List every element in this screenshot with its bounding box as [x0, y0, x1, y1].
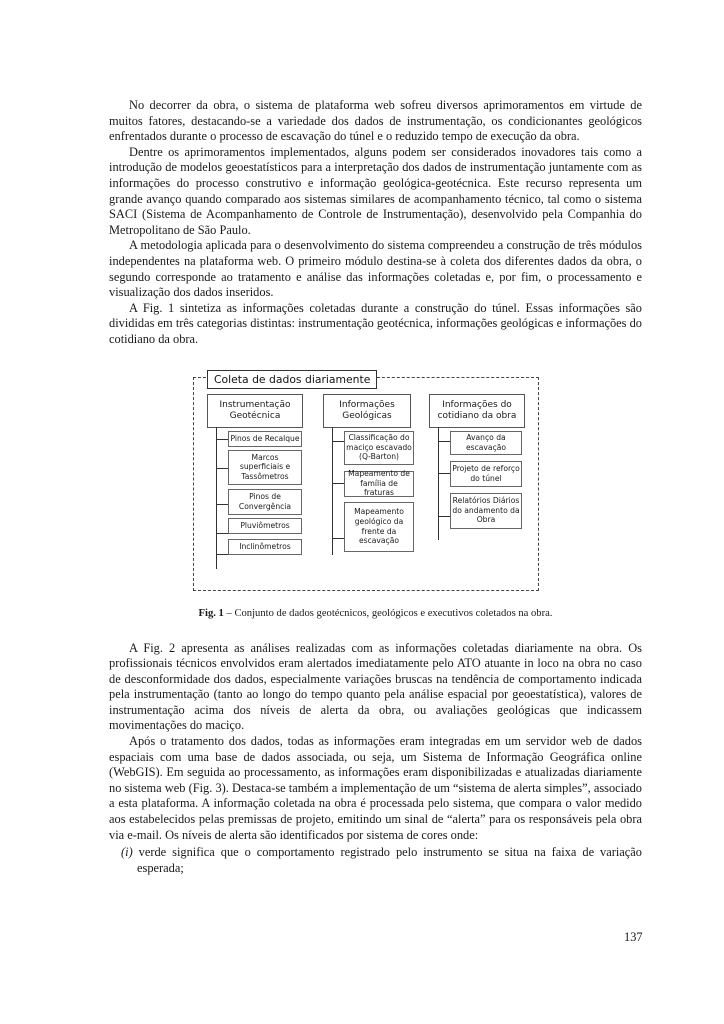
paragraph-5: A Fig. 2 apresenta as análises realizadas com as informações coletadas diariamente na obra. Os profissionais técnicos envolvidos eram alertados imediatamente pelo ATO atuante in loco na obra no caso de desconformidade dos dados, especialmente variações bruscas na tendência de comportamento indicada pela instrumentação (tanto ao longo do tempo quanto pela análise espacial por geoestatística), valores de instrumentação acima dos níveis de alerta da obra, ou avaliações geológicas que indicassem movimentações do maciço.: [109, 640, 642, 733]
item-box: Pluviômetros: [228, 518, 302, 534]
spacer: [109, 619, 642, 641]
connector-line: [216, 554, 228, 555]
list-text: verde significa que o comportamento registrado pelo instrumento se situa na faixa de variação esperada;: [137, 845, 642, 875]
connector-line: [216, 533, 228, 534]
connector-line: [216, 427, 217, 569]
page-body: [109, 98, 642, 876]
caption-label: Fig. 1: [198, 607, 224, 619]
item-box: Inclinômetros: [228, 539, 302, 555]
paragraph-4: A Fig. 1 sintetiza as informações coletadas durante a construção do túnel. Essas informações são divididas em três categorias distintas: instrumentação geotécnica, informações geológicas e informações do cotidiano da obra.: [109, 300, 642, 346]
figure-caption: [109, 608, 642, 619]
connector-line: [216, 504, 228, 505]
column-head: Instrumentação Geotécnica: [207, 394, 303, 428]
item-box: Projeto de reforço do túnel: [450, 461, 522, 487]
connector-line: [216, 468, 228, 469]
figure-title: Coleta de dados diariamente: [207, 370, 377, 389]
caption-text: – Conjunto de dados geotécnicos, geológicos e executivos coletados na obra.: [223, 607, 553, 619]
connector-line: [438, 441, 450, 442]
paragraph-3: A metodologia aplicada para o desenvolvimento do sistema compreendeu a construção de três módulos independentes na plataforma web. O primeiro módulo destina-se à coleta dos diferentes dados da obra, o segundo corresponde ao tratamento e análise das informações coletadas e, por fim, o processamento e visualização dos dados inseridos.: [109, 238, 642, 300]
connector-line: [332, 427, 333, 555]
connector-line: [438, 427, 439, 540]
item-box: Pinos de Convergência: [228, 489, 302, 515]
paragraph-2: Dentre os aprimoramentos implementados, alguns podem ser considerados inovadores tais como a introdução de modelos geoestatísticos para a interpretação dos dados de instrumentação juntamente com as informações do processo construtivo e informação geológica-geotécnica. Este recurso representa um grande avanço quando comparado aos sistemas similares de acompanhamento técnico, tal como o sistema SACI (Sistema de Acompanhamento de Controle de Instrumentação), desenvolvido pela Companhia do Metropolitano de São Paulo.: [109, 144, 642, 237]
connector-line: [438, 473, 450, 474]
figure-1: [193, 370, 543, 602]
connector-line: [332, 538, 344, 539]
paragraph-6: Após o tratamento dos dados, todas as informações eram integradas em um servidor web de dados espaciais com uma base de dados associada, ou seja, um Sistema de Informação Geográfica online (WebGIS). Em seguida ao processamento, as informações eram disponibilizadas e atualizadas diariamente no sistema web (Fig. 3). Destaca-se também a implementação de um “sistema de alerta simples”, associado a esta plataforma. A informação coletada na obra é processada pelo sistema, que compara o valor medido aos estabelecidos pelas premissas de projeto, emitindo um sinal de “alerta” para os responsáveis pela obra via e-mail. Os níveis de alerta são identificados por sistema de cores onde:: [109, 734, 642, 842]
item-box: Pinos de Recalque: [228, 431, 302, 447]
page-number: 137: [624, 930, 643, 944]
item-box: Mapeamento de família de fraturas: [344, 471, 414, 497]
item-box: Mapeamento geológico da frente da escavação: [344, 502, 414, 552]
column-head: Informações Geológicas: [323, 394, 411, 428]
item-box: Classificação do maciço escavado (Q-Barton): [344, 431, 414, 465]
connector-line: [332, 483, 344, 484]
item-box: Avanço da escavação: [450, 431, 522, 455]
column-head: Informações do cotidiano da obra: [429, 394, 525, 428]
paragraph-1: No decorrer da obra, o sistema de plataforma web sofreu diversos aprimoramentos em virtude de muitos fatores, destacando-se a variedade dos dados de instrumentação, os condicionantes geológicos enfrentados durante o processo de escavação do túnel e o reduzido tempo de execução da obra.: [109, 98, 642, 144]
connector-line: [216, 439, 228, 440]
connector-line: [332, 441, 344, 442]
item-box: Marcos superficiais e Tassômetros: [228, 450, 302, 485]
list-marker: (i): [121, 845, 133, 860]
list-item-i: [109, 845, 642, 876]
connector-line: [438, 516, 450, 517]
item-box: Relatórios Diários do andamento da Obra: [450, 493, 522, 529]
